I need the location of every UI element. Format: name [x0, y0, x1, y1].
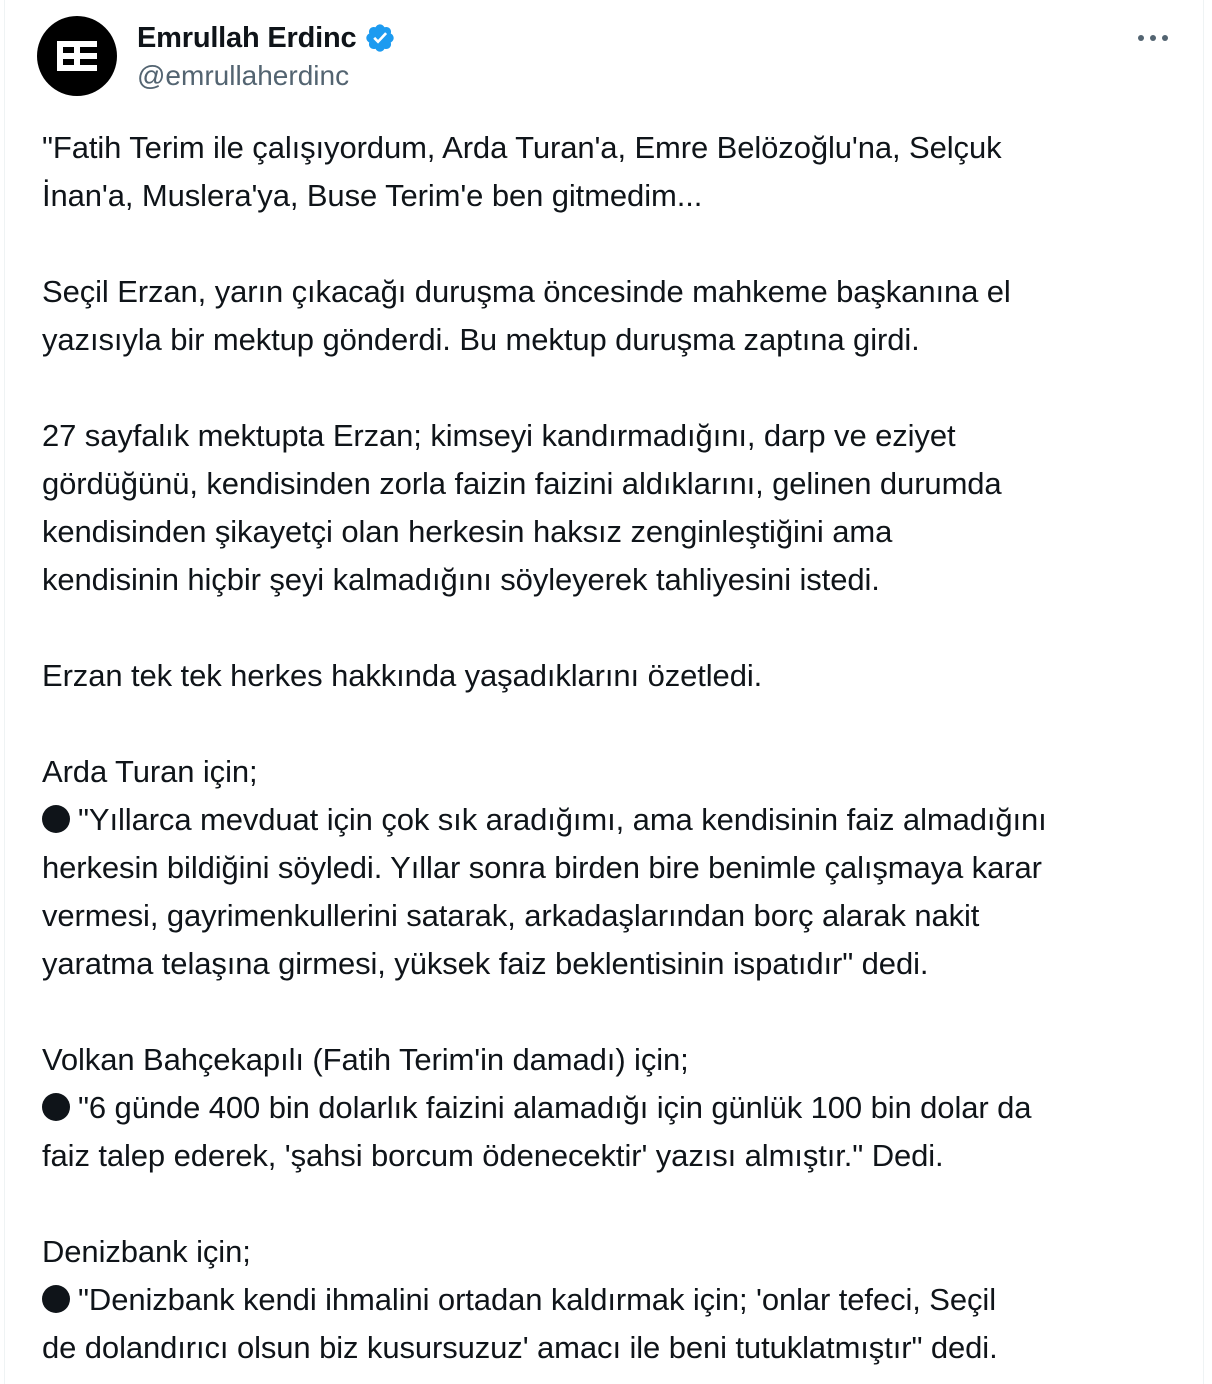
- bullet-icon: [42, 1093, 70, 1121]
- tweet-card: [4, 0, 1204, 1384]
- text-line: Seçil Erzan, yarın çıkacağı duruşma öncesinde mahkeme başkanına el: [42, 274, 1011, 309]
- text-line: vermesi, gayrimenkullerini satarak, arkadaşlarından borç alarak nakit: [42, 898, 980, 933]
- paragraph-summary: [42, 412, 1182, 604]
- ellipsis-icon: [1137, 34, 1169, 42]
- avatar[interactable]: [37, 16, 117, 96]
- section-heading: Volkan Bahçekapılı (Fatih Terim'in damadı) için;: [42, 1042, 689, 1077]
- author-info: [137, 18, 396, 92]
- bullet-text: "Yıllarca mevduat için çok sık aradığımı, ama kendisinin faiz almadığını: [78, 802, 1047, 837]
- section-heading: Denizbank için;: [42, 1234, 251, 1269]
- display-name[interactable]: Emrullah Erdinc: [137, 21, 357, 54]
- more-options-button[interactable]: [1131, 22, 1175, 54]
- text-line: [42, 1276, 1182, 1324]
- bullet-icon: [42, 805, 70, 833]
- text-line: gördüğünü, kendisinden zorla faizin faizini aldıklarını, gelinen durumda: [42, 466, 1002, 501]
- text-line: [42, 1084, 1182, 1132]
- text-line: yazısıyla bir mektup gönderdi. Bu mektup duruşma zaptına girdi.: [42, 322, 920, 357]
- handle[interactable]: @emrullaherdinc: [137, 60, 350, 91]
- text-line: de dolandırıcı olsun biz kusursuzuz' amacı ile beni tutuklatmıştır" dedi.: [42, 1330, 998, 1365]
- tweet-header: [37, 16, 1175, 100]
- text-line: 27 sayfalık mektupta Erzan; kimseyi kandırmadığını, darp ve eziyet: [42, 418, 956, 453]
- text-line: Erzan tek tek herkes hakkında yaşadıklarını özetledi.: [42, 658, 763, 693]
- verified-badge-icon[interactable]: [364, 22, 396, 54]
- paragraph-denizbank: [42, 1228, 1182, 1372]
- paragraph-letter: [42, 268, 1182, 364]
- text-line: kendisinin hiçbir şeyi kalmadığını söyleyerek tahliyesini istedi.: [42, 562, 880, 597]
- bullet-text: "6 günde 400 bin dolarlık faizini alamadığı için günlük 100 bin dolar da: [78, 1090, 1032, 1125]
- paragraph-intro: [42, 652, 1182, 700]
- bullet-icon: [42, 1285, 70, 1313]
- paragraph-quote: [42, 124, 1182, 220]
- text-line: "Fatih Terim ile çalışıyordum, Arda Turan'a, Emre Belözoğlu'na, Selçuk: [42, 130, 1002, 165]
- text-line: kendisinden şikayetçi olan herkesin haksız zenginleştiğini ama: [42, 514, 893, 549]
- text-line: herkesin bildiğini söyledi. Yıllar sonra birden bire benimle çalışmaya karar: [42, 850, 1042, 885]
- text-line: [42, 796, 1182, 844]
- ee-logo-icon: [55, 39, 99, 73]
- display-name-row: [137, 18, 396, 58]
- paragraph-arda-turan: [42, 748, 1182, 988]
- section-heading: Arda Turan için;: [42, 754, 258, 789]
- tweet-text: [42, 124, 1182, 1372]
- text-line: yaratma telaşına girmesi, yüksek faiz beklentisinin ispatıdır" dedi.: [42, 946, 929, 981]
- paragraph-volkan: [42, 1036, 1182, 1180]
- bullet-text: "Denizbank kendi ihmalini ortadan kaldırmak için; 'onlar tefeci, Seçil: [78, 1282, 996, 1317]
- text-line: faiz talep ederek, 'şahsi borcum ödenecektir' yazısı almıştır." Dedi.: [42, 1138, 944, 1173]
- text-line: İnan'a, Muslera'ya, Buse Terim'e ben gitmedim...: [42, 178, 703, 213]
